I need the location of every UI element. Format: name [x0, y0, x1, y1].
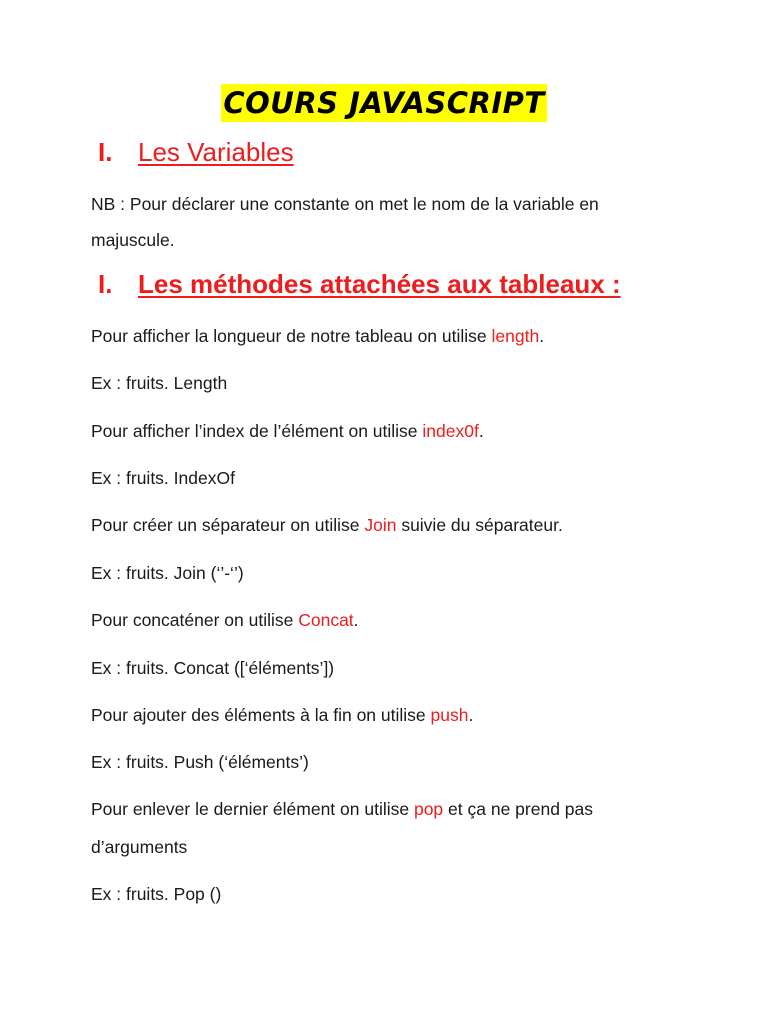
document-title: COURS JAVASCRIPT — [223, 86, 545, 120]
section-number: I. — [98, 137, 113, 167]
method-keyword: push — [430, 705, 469, 725]
text-part: Pour créer un séparateur on utilise — [91, 515, 365, 535]
code-example: Ex : fruits. IndexOf — [91, 468, 235, 488]
note-line: NB : Pour déclarer une constante on met le nom de la variable en — [91, 194, 599, 214]
method-keyword: pop — [413, 799, 444, 819]
method-keyword: Join — [364, 515, 397, 535]
method-keyword: index0f — [422, 421, 479, 441]
code-example: Ex : fruits. Length — [91, 373, 228, 393]
text-part: Pour afficher l’index de l’élément on utilise — [91, 421, 423, 441]
method-description-continued: d’arguments — [91, 837, 188, 857]
text-part: Pour concaténer on utilise — [91, 610, 299, 630]
method-description — [91, 318, 691, 354]
section-number: I. — [98, 269, 113, 299]
code-example: Ex : fruits. Pop () — [91, 884, 222, 904]
section-title: Les Variables — [138, 137, 294, 167]
method-description — [91, 791, 691, 827]
method-description — [91, 697, 691, 733]
note-line: majuscule. — [91, 230, 175, 250]
method-description — [91, 602, 691, 638]
code-example: Ex : fruits. Concat ([‘éléments’]) — [91, 658, 335, 678]
code-example: Ex : fruits. Join (‘’-‘’) — [91, 563, 244, 583]
section-heading-array-methods — [98, 268, 621, 300]
text-part: Pour enlever le dernier élément on utilise — [91, 799, 414, 819]
text-part: . — [539, 326, 545, 346]
text-part: . — [468, 705, 474, 725]
method-description — [91, 413, 691, 449]
text-part: suivie du séparateur. — [396, 515, 563, 535]
method-keyword: length — [491, 326, 540, 346]
text-part: . — [478, 421, 484, 441]
section-heading-variables — [98, 136, 294, 168]
title-container — [0, 84, 768, 122]
text-part: . — [353, 610, 359, 630]
text-part: Pour afficher la longueur de notre tableau on utilise — [91, 326, 492, 346]
text-part: Pour ajouter des éléments à la fin on utilise — [91, 705, 431, 725]
method-description — [91, 507, 691, 543]
code-example: Ex : fruits. Push (‘éléments’) — [91, 752, 309, 772]
text-part: et ça ne prend pas — [443, 799, 593, 819]
method-keyword: Concat — [298, 610, 354, 630]
section-title: Les méthodes attachées aux tableaux : — [138, 269, 621, 299]
